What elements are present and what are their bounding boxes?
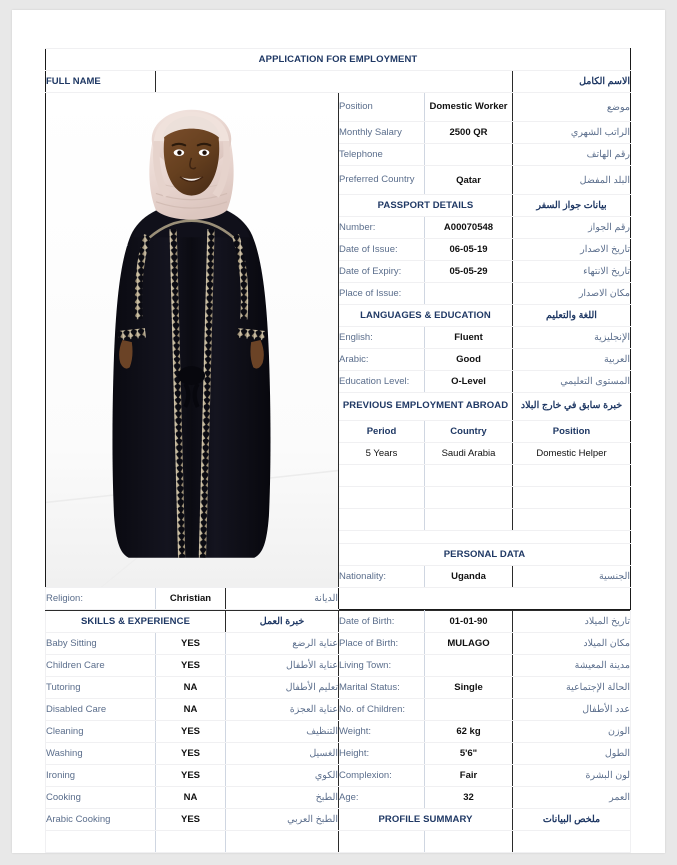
height-value[interactable]: 5'6" [425, 743, 513, 765]
profile-summary-value-a[interactable] [339, 831, 425, 853]
age-label-arabic: العمر [513, 787, 631, 809]
skill-label-arabic-baby-sitting: عناية الرضع [226, 633, 339, 655]
full-name-value[interactable] [156, 71, 513, 93]
passport-number-label: Number: [339, 217, 425, 239]
complexion-value[interactable]: Fair [425, 765, 513, 787]
skill-label-disabled-care: Disabled Care [46, 699, 156, 721]
passport-expiry-date-value[interactable]: 05-05-29 [425, 261, 513, 283]
employment-application-form [45, 48, 630, 853]
previous-employment-title: PREVIOUS EMPLOYMENT ABROAD [339, 393, 513, 421]
arabic-cooking-and-profile-summary-row [46, 809, 631, 831]
position-label: Position [339, 93, 425, 122]
living-town-label: Living Town: [339, 655, 425, 677]
applicant-photo-cell [46, 93, 339, 588]
arabic-label-arabic: العربية [513, 349, 631, 371]
previous-employment-position-4[interactable] [513, 509, 631, 531]
skill-value-tutoring[interactable]: NA [156, 677, 226, 699]
marital-status-label-arabic: الحالة الإجتماعية [513, 677, 631, 699]
passport-expiry-date-label: Date of Expiry: [339, 261, 425, 283]
skill-value-arabic-cooking[interactable]: YES [156, 809, 226, 831]
previous-employment-col-country: Country [425, 421, 513, 443]
living-town-value[interactable] [425, 655, 513, 677]
skill-label-arabic-ironing: الكوي [226, 765, 339, 787]
passport-place-of-issue-label-arabic: مكان الاصدار [513, 283, 631, 305]
previous-employment-col-position: Position [513, 421, 631, 443]
passport-issue-date-label: Date of Issue: [339, 239, 425, 261]
telephone-value[interactable] [425, 144, 513, 166]
skill-value-washing[interactable]: YES [156, 743, 226, 765]
complexion-label-arabic: لون البشرة [513, 765, 631, 787]
skill-label-arabic-empty [226, 831, 339, 853]
monthly-salary-label: Monthly Salary [339, 122, 425, 144]
complexion-label: Complexion: [339, 765, 425, 787]
previous-employment-country-4[interactable] [425, 509, 513, 531]
previous-employment-col-period: Period [339, 421, 425, 443]
previous-employment-country-3[interactable] [425, 487, 513, 509]
portrait-photo-graphic [46, 93, 338, 587]
skill-label-arabic-arabic-cooking: الطبخ العربي [226, 809, 339, 831]
no-of-children-label: No. of Children: [339, 699, 425, 721]
skill-value-cooking[interactable]: NA [156, 787, 226, 809]
skill-label-arabic-cooking: الطبخ [226, 787, 339, 809]
previous-employment-position-3[interactable] [513, 487, 631, 509]
passport-details-title-arabic: بيانات جواز السفر [513, 195, 631, 217]
date-of-birth-value[interactable]: 01-01-90 [425, 611, 513, 633]
document-page [12, 10, 665, 853]
form-bottom-table [45, 610, 631, 853]
form-top-table [45, 48, 631, 610]
height-label: Height: [339, 743, 425, 765]
skill-label-arabic-disabled-care: عناية العجزة [226, 699, 339, 721]
age-label: Age: [339, 787, 425, 809]
date-of-birth-label-arabic: تاريخ الميلاد [513, 611, 631, 633]
arabic-value[interactable]: Good [425, 349, 513, 371]
skill-label-arabic-children-care: عناية الأطفال [226, 655, 339, 677]
skill-label-tutoring: Tutoring [46, 677, 156, 699]
skill-label-cooking: Cooking [46, 787, 156, 809]
skills-title: SKILLS & EXPERIENCE [46, 611, 226, 633]
previous-employment-country-2[interactable] [425, 465, 513, 487]
previous-employment-period-3[interactable] [339, 487, 425, 509]
religion-value[interactable]: Christian [156, 588, 226, 610]
skill-row [46, 655, 631, 677]
place-of-birth-label: Place of Birth: [339, 633, 425, 655]
nationality-value[interactable]: Uganda [425, 566, 513, 588]
no-of-children-label-arabic: عدد الأطفال [513, 699, 631, 721]
weight-value[interactable]: 62 kg [425, 721, 513, 743]
skill-row [46, 721, 631, 743]
skill-label-empty[interactable] [46, 831, 156, 853]
nationality-label: Nationality: [339, 566, 425, 588]
full-name-label-arabic: الاسم الكامل [513, 71, 631, 93]
english-value[interactable]: Fluent [425, 327, 513, 349]
passport-issue-date-value[interactable]: 06-05-19 [425, 239, 513, 261]
telephone-label-arabic: رقم الهاتف [513, 144, 631, 166]
arabic-label: Arabic: [339, 349, 425, 371]
skill-label-arabic-washing: الغسيل [226, 743, 339, 765]
skill-value-children-care[interactable]: YES [156, 655, 226, 677]
spacer-cell [339, 531, 631, 544]
skill-value-ironing[interactable]: YES [156, 765, 226, 787]
profile-summary-title: PROFILE SUMMARY [339, 809, 513, 831]
living-town-label-arabic: مدينة المعيشة [513, 655, 631, 677]
title-row [46, 49, 631, 71]
marital-status-value[interactable]: Single [425, 677, 513, 699]
height-label-arabic: الطول [513, 743, 631, 765]
skills-header-and-dob-row [46, 611, 631, 633]
form-title: APPLICATION FOR EMPLOYMENT [46, 49, 631, 71]
english-label: English: [339, 327, 425, 349]
telephone-label: Telephone [339, 144, 425, 166]
skills-title-arabic: خبرة العمل [226, 611, 339, 633]
skill-label-ironing: Ironing [46, 765, 156, 787]
skill-value-baby-sitting[interactable]: YES [156, 633, 226, 655]
skill-value-disabled-care[interactable]: NA [156, 699, 226, 721]
languages-education-title: LANGUAGES & EDUCATION [339, 305, 513, 327]
previous-employment-position-1[interactable]: Domestic Helper [513, 443, 631, 465]
education-level-label: Education Level: [339, 371, 425, 393]
date-of-birth-label: Date of Birth: [339, 611, 425, 633]
skill-label-arabic-cooking-skill: Arabic Cooking [46, 809, 156, 831]
nationality-label-arabic: الجنسية [513, 566, 631, 588]
weight-label: Weight: [339, 721, 425, 743]
weight-label-arabic: الوزن [513, 721, 631, 743]
skill-label-children-care: Children Care [46, 655, 156, 677]
position-label-arabic: موضع [513, 93, 631, 122]
skill-row [46, 743, 631, 765]
place-of-birth-value[interactable]: MULAGO [425, 633, 513, 655]
skill-label-cleaning: Cleaning [46, 721, 156, 743]
profile-summary-value[interactable] [513, 831, 631, 853]
applicant-photo [46, 93, 338, 587]
full-name-label: FULL NAME [46, 71, 156, 93]
profile-summary-value-b[interactable] [425, 831, 513, 853]
personal-data-title: PERSONAL DATA [339, 544, 631, 566]
previous-employment-period-1[interactable]: 5 Years [339, 443, 425, 465]
languages-education-title-arabic: اللغة والتعليم [513, 305, 631, 327]
skill-label-arabic-cleaning: التنظيف [226, 721, 339, 743]
previous-employment-period-4[interactable] [339, 509, 425, 531]
position-value[interactable]: Domestic Worker [425, 93, 513, 122]
passport-place-of-issue-label: Place of Issue: [339, 283, 425, 305]
skill-row [46, 633, 631, 655]
passport-place-of-issue-value[interactable] [425, 283, 513, 305]
photo-position-row [46, 93, 631, 122]
religion-label: Religion: [46, 588, 156, 610]
religion-row [46, 588, 631, 610]
skill-value-cleaning[interactable]: YES [156, 721, 226, 743]
marital-status-label: Marital Status: [339, 677, 425, 699]
profile-summary-title-arabic: ملخص البيانات [513, 809, 631, 831]
skill-row [46, 677, 631, 699]
skill-value-empty[interactable] [156, 831, 226, 853]
skill-row [46, 765, 631, 787]
skill-label-arabic-tutoring: تعليم الأطفال [226, 677, 339, 699]
skill-row [46, 699, 631, 721]
place-of-birth-label-arabic: مكان الميلاد [513, 633, 631, 655]
monthly-salary-label-arabic: الراتب الشهري [513, 122, 631, 144]
religion-label-arabic: الديانة [226, 588, 339, 610]
education-level-label-arabic: المستوى التعليمي [513, 371, 631, 393]
passport-number-value[interactable]: A00070548 [425, 217, 513, 239]
passport-number-label-arabic: رقم الجواز [513, 217, 631, 239]
previous-employment-position-2[interactable] [513, 465, 631, 487]
skill-label-washing: Washing [46, 743, 156, 765]
english-label-arabic: الإنجليزية [513, 327, 631, 349]
skill-label-baby-sitting: Baby Sitting [46, 633, 156, 655]
education-level-value[interactable]: O-Level [425, 371, 513, 393]
monthly-salary-value[interactable]: 2500 QR [425, 122, 513, 144]
previous-employment-country-1[interactable]: Saudi Arabia [425, 443, 513, 465]
passport-issue-date-label-arabic: تاريخ الاصدار [513, 239, 631, 261]
final-empty-row [46, 831, 631, 853]
skill-row [46, 787, 631, 809]
previous-employment-period-2[interactable] [339, 465, 425, 487]
no-of-children-value[interactable] [425, 699, 513, 721]
passport-details-title: PASSPORT DETAILS [339, 195, 513, 217]
passport-expiry-date-label-arabic: تاريخ الانتهاء [513, 261, 631, 283]
preferred-country-value[interactable]: Qatar [425, 166, 513, 195]
full-name-row [46, 71, 631, 93]
preferred-country-label: Preferred Country [339, 166, 425, 195]
age-value[interactable]: 32 [425, 787, 513, 809]
preferred-country-label-arabic: البلد المفضل [513, 166, 631, 195]
previous-employment-title-arabic: خبرة سابق في خارج البلاد [513, 393, 631, 421]
